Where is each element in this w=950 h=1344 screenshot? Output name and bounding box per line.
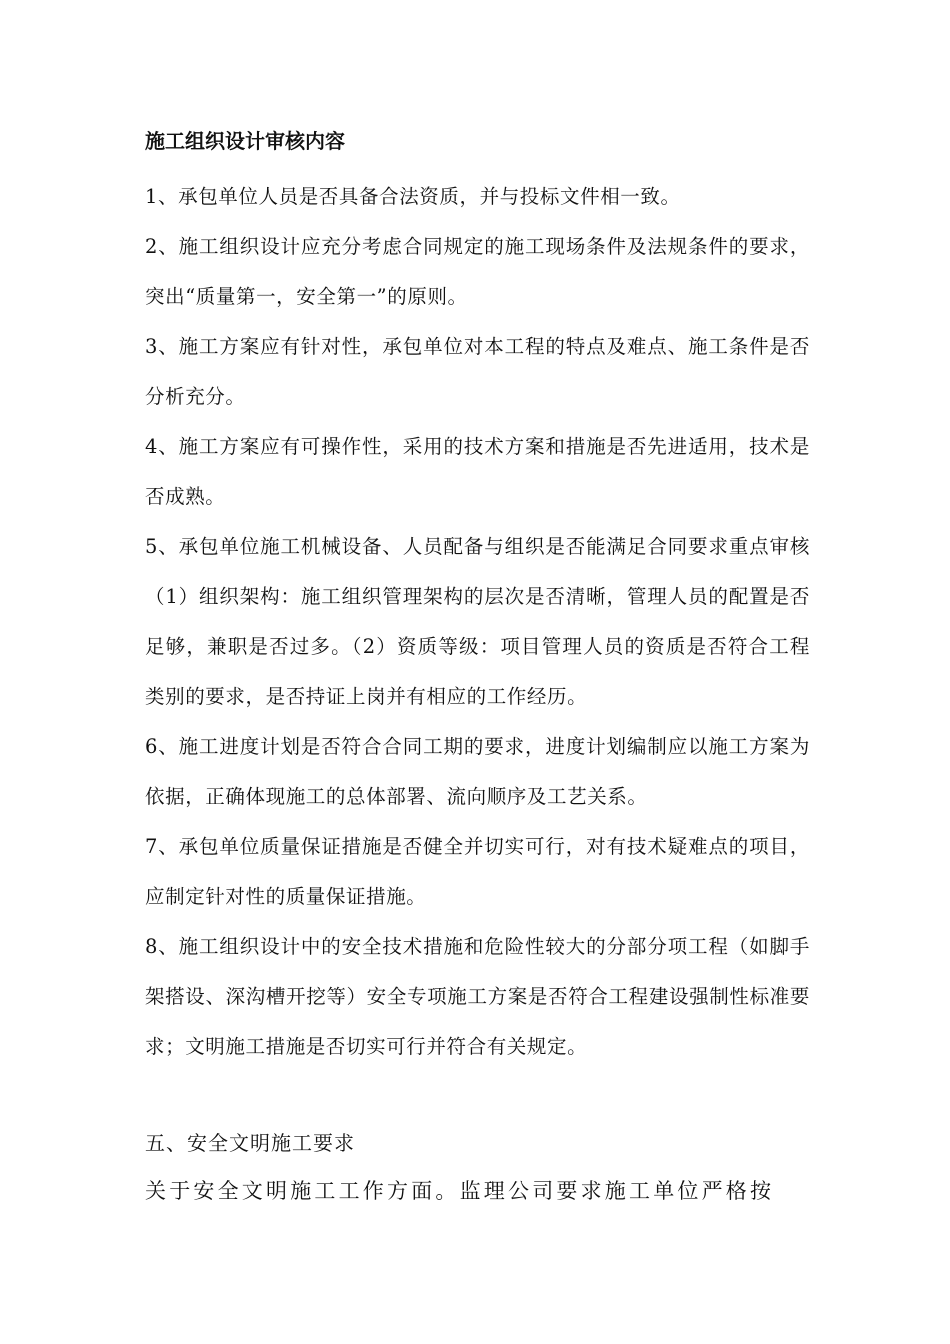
review-item-8: 8、施工组织设计中的安全技术措施和危险性较大的分部分项工程（如脚手架搭设、深沟槽开挖等）安全专项施工方案是否符合工程建设强制性标准要求；文明施工措施是否切实可行并符合有关规定。 (145, 935, 810, 1058)
section-gap (145, 1072, 810, 1120)
review-item-5: 5、承包单位施工机械设备、人员配备与组织是否能满足合同要求重点审核（1）组织架构：施工组织管理架构的层次是否清晰，管理人员的配置是否足够，兼职是否过多。（2）资质等级：项目管理人员的资质是否符合工程类别的要求，是否持证上岗并有相应的工作经历。 (145, 535, 810, 708)
document-page (145, 122, 810, 1216)
review-item-2: 2、施工组织设计应充分考虑合同规定的施工现场条件及法规条件的要求，突出“质量第一，安全第一”的原则。 (145, 235, 810, 308)
document-heading: 施工组织设计审核内容 (145, 129, 345, 153)
section-text: 关于安全文明施工工作方面。监理公司要求施工单位严格按 (145, 1179, 775, 1203)
review-item-4: 4、施工方案应有可操作性，采用的技术方案和措施是否先进适用，技术是否成熟。 (145, 435, 810, 508)
review-item-1: 1、承包单位人员是否具备合法资质，并与投标文件相一致。 (145, 185, 681, 208)
review-item-3: 3、施工方案应有针对性，承包单位对本工程的特点及难点、施工条件是否分析充分。 (145, 335, 810, 408)
review-item-6: 6、施工进度计划是否符合合同工期的要求，进度计划编制应以施工方案为依据，正确体现施工的总体部署、流向顺序及工艺关系。 (145, 735, 810, 808)
section-title: 五、安全文明施工要求 (145, 1131, 355, 1155)
review-item-7: 7、承包单位质量保证措施是否健全并切实可行，对有技术疑难点的项目，应制定针对性的质量保证措施。 (145, 835, 810, 908)
